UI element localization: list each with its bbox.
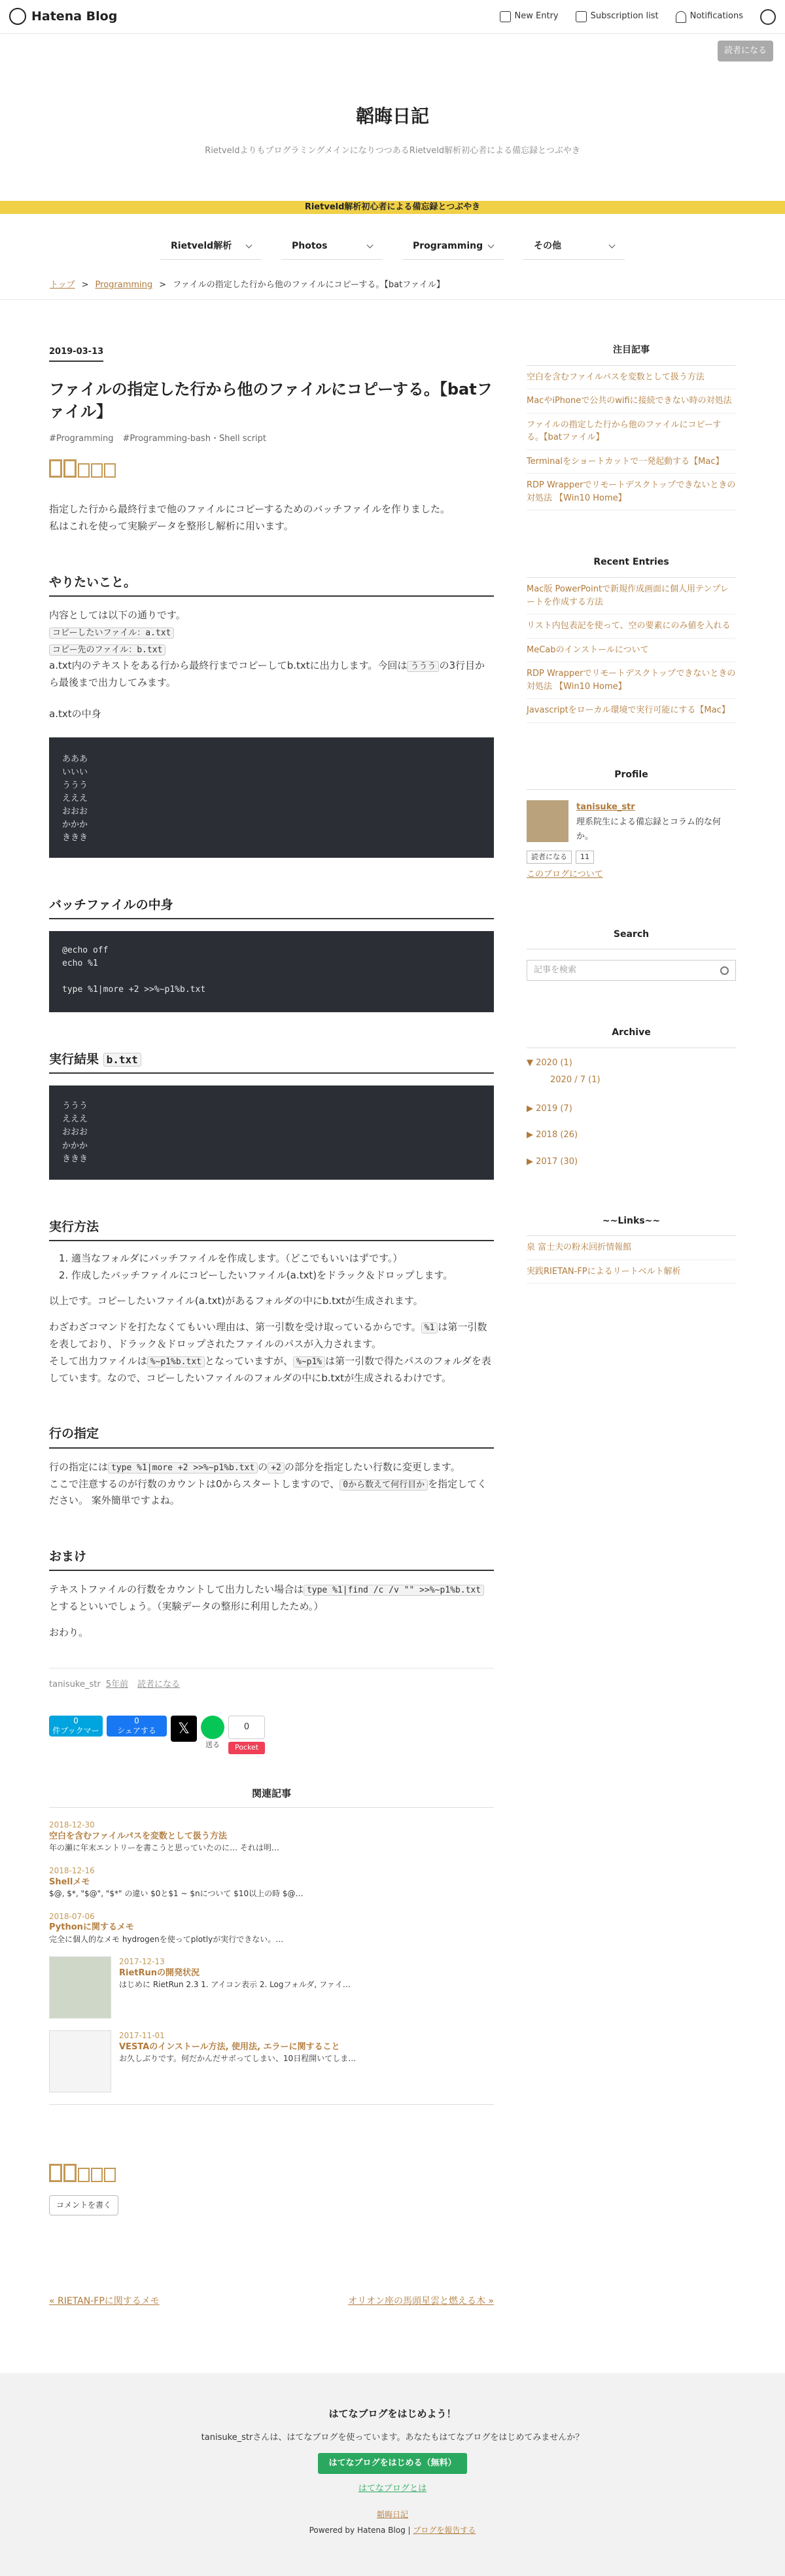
star-icon — [78, 2168, 90, 2182]
line-icon — [201, 1716, 224, 1739]
archive-year[interactable]: ▶ 2017 (30) — [527, 1156, 578, 1167]
chevron-down-icon — [609, 242, 616, 249]
user-menu[interactable] — [760, 9, 776, 25]
post-paragraph: 指定した行から最終行まで他のファイルにコピーするためのバッチファイルを作りました。 — [49, 503, 451, 516]
share-buttons — [49, 1716, 494, 1754]
divider — [49, 2104, 494, 2105]
breadcrumb-top[interactable]: トップ — [50, 280, 75, 290]
main-content — [49, 343, 494, 2310]
line-share-button[interactable]: 送る — [201, 1716, 224, 1752]
prev-entry-link[interactable]: « RIETAN-FPに関するメモ — [49, 2295, 160, 2306]
sidebar-entry-link[interactable]: RDP Wrapperでリモートデスクトップできないときの対処法 【Win10 Home】 — [527, 662, 736, 699]
search-icon[interactable] — [720, 966, 729, 975]
facebook-share-button[interactable]: 0 シェアする — [107, 1716, 167, 1737]
inline-code: コピー先のファイル：b.txt — [49, 644, 166, 656]
sidebar — [527, 343, 736, 2310]
site-footer — [0, 2373, 785, 2576]
related-item[interactable]: 2017-12-13 RietRunの開発状況 はじめに RietRun 2.3 1. アイコン表示 2. Logフォルダ, ファイ… — [49, 1956, 494, 2019]
search-input[interactable]: 記事を検索 — [527, 960, 736, 981]
sidebar-entry-link[interactable]: MacやiPhoneで公共のwifiに接続できない時の対処法 — [527, 389, 736, 414]
external-link[interactable]: 泉 富士夫の粉末回折情報館 — [527, 1236, 736, 1260]
post-paragraph: テキストファイルの行数をカウントして出力したい場合は type %1|find /c /v "" >>%~p1%b.txt とするといいでしょう。（実験データの整形に利用したため。） — [49, 1581, 494, 1615]
post-paragraph: 以上です。コピーしたいファイル(a.txt)があるフォルダの中にb.txtが生成されます。 — [49, 1295, 423, 1307]
section-heading: 実行結果 b.txt — [49, 1049, 494, 1074]
post-paragraph: おわり。 — [49, 1627, 89, 1638]
sidebar-entry-link[interactable]: Javascriptをローカル環境で実行可能にする【Mac】 — [527, 699, 736, 723]
book-icon — [576, 11, 587, 22]
star-icon — [49, 2164, 62, 2182]
nav-programming[interactable]: Programming — [402, 234, 504, 260]
star-button[interactable] — [49, 2164, 494, 2182]
section-heading: 実行方法 — [49, 1216, 494, 1241]
featured-entries: 注目記事 空白を含むファイルパスを変数として扱う方法 MacやiPhoneで公共のwifiに接続できない時の対処法 ファイルの指定した行から他のファイルにコピーする。【batファイル】 Terminalをショートカットで一発起動する【Mac】 RDP Wrapperでリモートデスクトップできないときの対処法 【Win10 Home】 — [527, 343, 736, 510]
what-is-hatena-link[interactable]: はてなブログとは — [358, 2483, 427, 2494]
category-link[interactable]: #Programming — [49, 434, 114, 444]
related-entries — [49, 1786, 494, 2106]
search-box: Search 記事を検索 — [527, 927, 736, 981]
list-item: 2. 作成したバッチファイルにコピーしたいファイル(a.txt)をドラック＆ドロップします。 — [71, 1267, 494, 1284]
profile-description: 理系院生による備忘録とコラム的な何か。 — [576, 817, 721, 841]
thumbnail-image[interactable] — [49, 2030, 111, 2092]
nav-other[interactable]: その他 — [523, 234, 625, 260]
archive-month[interactable]: 2020 / 7 (1) — [550, 1075, 601, 1085]
blog-description: RietveldよりもプログラミングメインになりつつあるRietveld解析初心者による備忘録とつぶやき — [205, 146, 580, 156]
banner: Rietveld解析初心者による備忘録とつぶやき — [0, 201, 785, 214]
post-date[interactable]: 2019-03-13 — [49, 345, 103, 362]
permalink[interactable]: 5年前 — [105, 1679, 128, 1689]
sidebar-entry-link[interactable]: ファイルの指定した行から他のファイルにコピーする。【batファイル】 — [527, 414, 736, 450]
hatena-logo-icon — [9, 8, 26, 25]
footer-text: tanisuke_strさんは、はてなブログを使っています。あなたもはてなブログをはじめてみませんか？ — [201, 2432, 584, 2443]
star-icon — [78, 463, 90, 478]
list-item: 1. 適当なフォルダにバッチファイルを作成します。（どこでもいいはずです。） — [71, 1250, 494, 1267]
blog-header — [0, 34, 785, 165]
star-icon — [104, 463, 116, 478]
post-categories — [49, 432, 494, 446]
steps-list — [71, 1250, 494, 1284]
next-entry-link[interactable]: オリオン座の馬頭星雲と燃える木 » — [348, 2295, 494, 2306]
thumbnail-image[interactable] — [49, 1956, 111, 2019]
profile-name[interactable]: tanisuke_str — [576, 802, 635, 813]
hatena-bookmark-button[interactable]: 0 件ブックマーク — [49, 1716, 103, 1737]
section-heading: やりたいこと。 — [49, 572, 494, 597]
post-paragraph: 行の指定には type %1|more +2 >>%~p1%b.txt の +2 の部分を指定したい行数に変更します。 ここで注意するのが行数のカウントは0からスタートしますので、 0から数えて何行目か を指定してください。 案外簡単ですよね。 — [49, 1460, 487, 1507]
sidebar-entry-link[interactable]: 空白を含むファイルパスを変数として扱う方法 — [527, 366, 736, 390]
links-box: ~~Links~~ 泉 富士夫の粉末回折情報館 実践RIETAN-FPによるリートベルト解析 — [527, 1214, 736, 1284]
category-link[interactable]: #Programming-bash・Shell script — [122, 434, 267, 444]
write-comment-button[interactable]: コメントを書く — [49, 2195, 118, 2215]
bell-icon — [676, 11, 686, 23]
reader-link[interactable]: 読者になる — [137, 1679, 181, 1689]
post-title[interactable]: ファイルの指定した行から他のファイルにコピーする。【batファイル】 — [49, 380, 493, 421]
breadcrumb: トップ > Programming > ファイルの指定した行から他のファイルにコピーする。【batファイル】 — [50, 278, 785, 292]
post-paragraph: わざわざコマンドを打たなくてもいい理由は、第一引数を受け取っているからです。 %1 は第一引数を表しており、ドラック＆ドロップされたファイルのパスが入力されます。 そして出力ファイルは %~p1%b.txt となっていますが、 %~p1% は第一引数で得たパスのフォルダを表しています。なので、コピーしたいファイルのフォルダの中にb.txtが生成されるわけです。 — [49, 1321, 491, 1384]
footer-heading: はてなブログをはじめよう！ — [328, 2408, 457, 2420]
start-blog-button[interactable]: はてなブログをはじめる（無料） — [318, 2453, 466, 2474]
star-icon — [104, 2168, 116, 2182]
reader-button[interactable]: 読者になる — [718, 41, 773, 62]
related-item[interactable]: 2017-11-01 VESTAのインストール方法, 使用法, エラーに関すること お久しぶりです。何だかんだサボってしまい、10日程開いてしま… — [49, 2030, 494, 2092]
archive-year[interactable]: ▼ 2020 (1) — [527, 1058, 572, 1068]
pencil-icon — [500, 11, 511, 22]
x-share-button[interactable] — [171, 1716, 197, 1742]
star-icon — [63, 459, 77, 478]
blog-title[interactable]: 韜晦日記 — [355, 105, 429, 127]
post-paragraph: 内容としては以下の通りです。 — [49, 609, 186, 622]
author-link[interactable]: tanisuke_str — [49, 1679, 101, 1689]
post-paragraph: a.txt内のテキストをある行から最終行までコピーしてb.txtに出力します。今回は ううう の3行目から最後まで出力してみます。 — [49, 660, 485, 688]
new-entry-link[interactable]: New Entry — [500, 9, 559, 24]
archive-year[interactable]: ▶ 2018 (26) — [527, 1130, 578, 1140]
post-paragraph: 私はこれを使って実験データを整形し解析に用います。 — [49, 520, 294, 533]
nav-rietveld[interactable]: Rietveld解析 — [160, 234, 262, 260]
code-block: ううう えええ おおお かかか ききき — [49, 1085, 494, 1180]
reader-count: 11 — [576, 851, 594, 864]
related-item[interactable]: 2018-12-30 空白を含むファイルパスを変数として扱う方法 年の瀬に年末エントリーを書こうと思っていたのに… それは明… — [49, 1820, 279, 1853]
breadcrumb-programming[interactable]: Programming — [95, 280, 153, 290]
avatar[interactable] — [527, 800, 568, 842]
chevron-down-icon — [367, 242, 374, 249]
star-icon — [91, 2168, 103, 2182]
sidebar-entry-link[interactable]: RDP Wrapperでリモートデスクトップできないときの対処法 【Win10 Home】 — [527, 474, 736, 510]
sidebar-entry-link[interactable]: Terminalをショートカットで一発起動する【Mac】 — [527, 450, 736, 474]
profile-reader-button[interactable]: 読者になる — [527, 851, 572, 864]
section-heading: バッチファイルの中身 — [49, 894, 494, 919]
chevron-down-icon — [488, 242, 495, 249]
sidebar-entry-link[interactable]: MeCabのインストールについて — [527, 639, 736, 663]
star-button[interactable] — [49, 459, 494, 478]
code-block: @echo off echo %1 type %1|more +2 >>%~p1%b.txt — [49, 931, 494, 1012]
powered-by: Powered by Hatena Blog | ブログを報告する — [309, 2526, 476, 2535]
user-icon — [760, 9, 776, 25]
top-bar — [0, 0, 785, 34]
category-nav — [0, 234, 785, 260]
chevron-down-icon — [246, 242, 253, 249]
code-block: あああ いいい ううう えええ おおお かかか ききき — [49, 737, 494, 858]
footer-blog-link[interactable]: 韜晦日記 — [376, 2509, 408, 2519]
inline-code: コピーしたいファイル：a.txt — [49, 627, 174, 639]
star-icon — [49, 459, 62, 478]
archive-box: Archive ▼ 2020 (1) 2020 / 7 (1) ▶ 2019 (7) ▶ 2018 (26) ▶ 2017 (30) — [527, 1025, 736, 1169]
star-icon — [91, 463, 103, 478]
pager — [49, 2294, 494, 2310]
profile-box: Profile tanisuke_str 理系院生による備忘録とコラム的な何か。 読者になる 11 このブログについて — [527, 768, 736, 883]
archive-year[interactable]: ▶ 2019 (7) — [527, 1104, 572, 1114]
x-icon: 𝕏 — [178, 1720, 190, 1737]
pocket-share-button[interactable]: 0 Pocket — [228, 1716, 265, 1754]
about-blog-link[interactable]: このブログについて — [527, 870, 603, 880]
related-item[interactable]: 2018-07-06 Pythonに関するメモ 完全に個人的なメモ hydrogenを使ってplotlyが実行できない。… — [49, 1911, 284, 1944]
hatena-blog-logo[interactable]: Hatena Blog — [9, 6, 117, 27]
sidebar-entry-link[interactable]: Mac版 PowerPointで新規作成画面に個人用テンプレートを作成する方法 — [527, 578, 736, 614]
notifications-link[interactable]: Notifications — [676, 9, 743, 24]
post-paragraph: a.txtの中身 — [49, 707, 101, 720]
breadcrumb-current: ファイルの指定した行から他のファイルにコピーする。【batファイル】 — [173, 280, 445, 290]
related-heading: 関連記事 — [49, 1786, 494, 1808]
external-link[interactable]: 実践RIETAN-FPによるリートベルト解析 — [527, 1260, 736, 1284]
star-icon — [63, 2164, 77, 2182]
subscription-list-link[interactable]: Subscription list — [576, 9, 659, 24]
section-heading: おまけ — [49, 1546, 494, 1571]
post-footer — [49, 1668, 494, 1692]
nav-photos[interactable]: Photos — [281, 234, 383, 260]
report-blog-link[interactable]: ブログを報告する — [413, 2526, 476, 2535]
section-heading: 行の指定 — [49, 1423, 494, 1448]
related-item[interactable]: 2018-12-16 Shellメモ $@, $*, "$@", "$*" の違い $0と$1 ~ $nについて $10以上の時 $@… — [49, 1865, 304, 1898]
recent-entries: Recent Entries Mac版 PowerPointで新規作成画面に個人用テンプレートを作成する方法 リスト内包表記を使って、空の要素にのみ値を入れる MeCabのインストールについて RDP Wrapperでリモートデスクトップできないときの対処法 【Win10 Home】 Javascriptをローカル環境で実行可能にする【Mac】 — [527, 555, 736, 722]
sidebar-entry-link[interactable]: リスト内包表記を使って、空の要素にのみ値を入れる — [527, 614, 736, 639]
